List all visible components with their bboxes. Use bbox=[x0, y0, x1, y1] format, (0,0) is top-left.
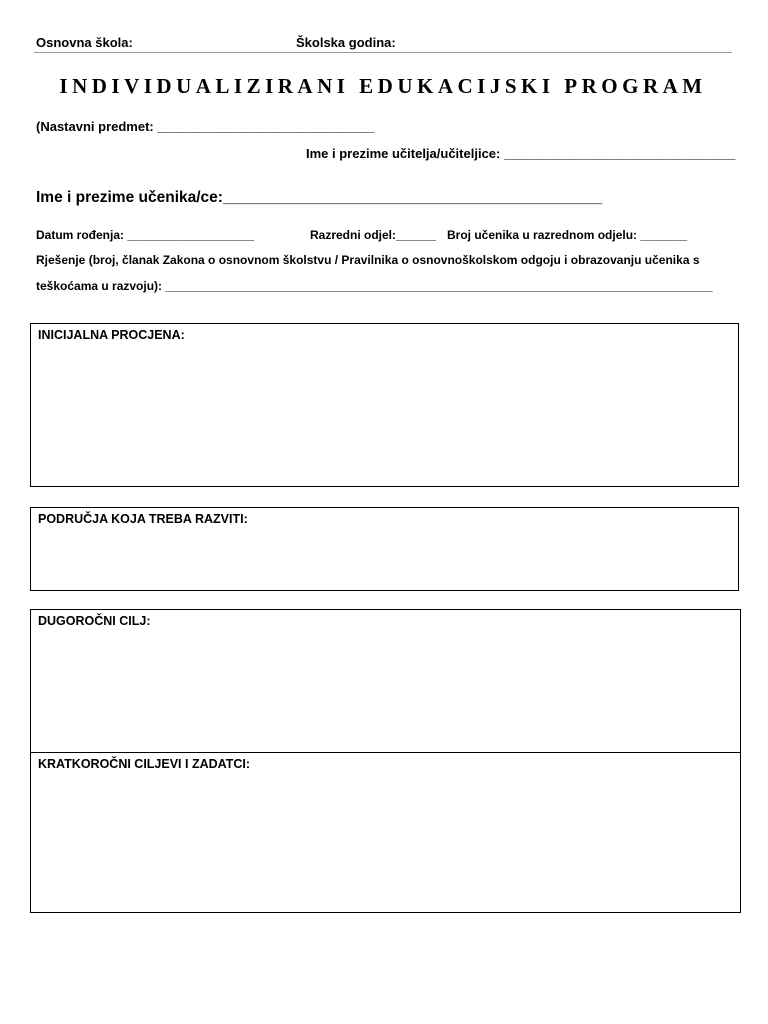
areas-to-develop-label: PODRUČJA KOJA TREBA RAZVITI: bbox=[38, 512, 248, 526]
decision-line-1: Rješenje (broj, članak Zakona o osnovnom školstvu / Pravilnika o osnovnoškolskom odgoju i obrazovanju učenika s bbox=[36, 253, 700, 267]
student-name-field[interactable]: Ime i prezime učenika/ce:____________________________________________ bbox=[36, 189, 603, 206]
class-count-field[interactable]: Broj učenika u razrednom odjelu: _______ bbox=[447, 228, 688, 242]
birth-date-field[interactable]: Datum rođenja: ___________________ bbox=[36, 228, 255, 242]
school-label: Osnovna škola: bbox=[36, 35, 133, 50]
areas-to-develop-box[interactable] bbox=[30, 507, 739, 591]
subject-field[interactable]: (Nastavni predmet: ______________________________ bbox=[36, 119, 375, 134]
long-term-goal-label: DUGOROČNI CILJ: bbox=[38, 614, 151, 628]
class-field[interactable]: Razredni odjel:______ bbox=[310, 228, 437, 242]
teacher-name-field[interactable]: Ime i prezime učitelja/učiteljice: ________________________________ bbox=[306, 146, 736, 161]
document-title: INDIVIDUALIZIRANI EDUKACIJSKI PROGRAM bbox=[59, 74, 707, 98]
initial-assessment-label: INICIJALNA PROCJENA: bbox=[38, 328, 185, 342]
long-term-goal-box[interactable] bbox=[30, 609, 741, 753]
header-divider bbox=[34, 52, 732, 53]
short-term-goals-box[interactable] bbox=[30, 752, 741, 913]
school-year-label: Školska godina: bbox=[296, 35, 396, 50]
short-term-goals-label: KRATKOROČNI CILJEVI I ZADATCI: bbox=[38, 757, 251, 771]
decision-field[interactable]: teškoćama u razvoju): __________________________________________________________________________________ bbox=[36, 279, 713, 293]
initial-assessment-box[interactable] bbox=[30, 323, 739, 487]
